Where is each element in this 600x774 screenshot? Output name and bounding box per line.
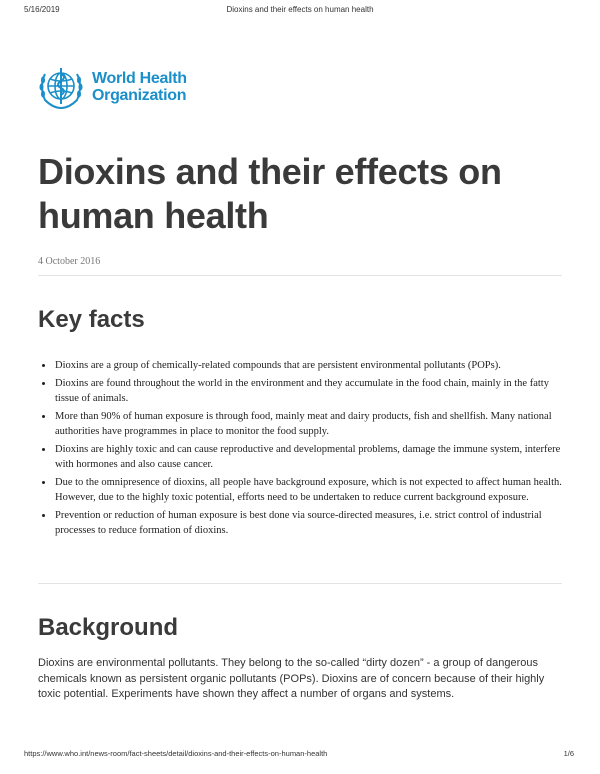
key-facts-heading: Key facts [38,306,145,333]
key-fact-item: • Due to the omnipresence of dioxins, all people have background exposure, which is not expected to affect human health. However, due to the highly toxic potential, efforts need to be undertaken to reduce current background exposure. [54,475,566,505]
who-wordmark-line1: World Health [92,70,187,87]
print-date: 5/16/2019 [24,5,60,14]
page-title: Dioxins and their effects on human health [38,151,502,236]
key-facts-list [38,358,566,541]
page-number: 1/6 [563,749,574,758]
background-heading: Background [38,614,179,641]
who-wordmark [92,70,187,104]
key-fact-item: • Dioxins are highly toxic and can cause reproductive and developmental problems, damage the immune system, interfere with hormones and also cause cancer. [54,442,566,472]
who-wordmark-line2: Organization [92,87,187,104]
key-fact-item: • Dioxins are found throughout the world in the environment and they accumulate in the food chain, mainly in the fatty tissue of animals. [54,376,566,406]
divider [38,275,562,276]
who-logo[interactable] [37,64,207,110]
who-emblem-icon [37,64,85,110]
print-title: Dioxins and their effects on human health [226,5,374,14]
key-fact-item: • Dioxins are a group of chemically-related compounds that are persistent environmental pollutants (POPs). [54,358,566,373]
print-header [0,5,600,19]
background-paragraph: Dioxins are environmental pollutants. They belong to the so-called “dirty dozen” - a group of dangerous chemicals known as persistent organic pollutants (POPs). Dioxins are of concern because of their highly toxic potential. Experiments have shown they affect a number of organs and systems. [38,657,545,700]
publication-date: 4 October 2016 [38,256,101,267]
print-url: https://www.who.int/news-room/fact-sheets/detail/dioxins-and-their-effects-on-human-health [24,749,328,758]
key-fact-item: • More than 90% of human exposure is through food, mainly meat and dairy products, fish and shellfish. Many national authorities have programmes in place to monitor the food supply. [54,409,566,439]
key-fact-item: • Prevention or reduction of human exposure is best done via source-directed measures, i.e. strict control of industrial processes to reduce formation of dioxins. [54,508,566,538]
divider [38,583,562,584]
